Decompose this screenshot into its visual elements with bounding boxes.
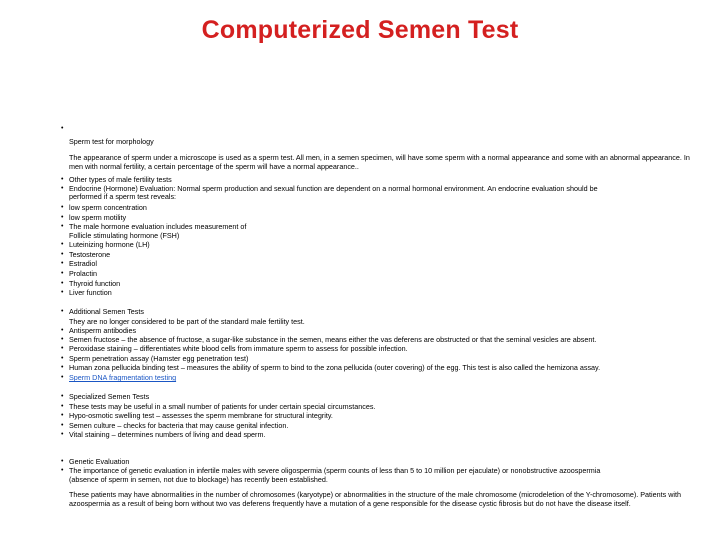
bullet: • (61, 467, 64, 474)
bullet: • (61, 458, 64, 465)
bullet: • (61, 260, 64, 267)
bullet: • (61, 336, 64, 343)
bullet: • (61, 204, 64, 211)
list-item: Testosterone (69, 250, 111, 259)
other-tests-heading: Other types of male fertility tests (69, 175, 172, 184)
morphology-heading: Sperm test for morphology (69, 137, 154, 146)
bullet: • (61, 214, 64, 221)
bullet: • (61, 270, 64, 277)
list-item: Thyroid function (69, 279, 121, 288)
list-item: Semen culture – checks for bacteria that may cause genital infection. (69, 421, 289, 430)
bullet: • (61, 241, 64, 248)
list-item: Peroxidase staining – differentiates white blood cells from immature sperm to assess for possible infection. (69, 344, 408, 353)
list-item: Liver function (69, 288, 112, 297)
sperm-dna-fragmentation-link[interactable]: Sperm DNA fragmentation testing (69, 373, 177, 382)
bullet: • (61, 393, 64, 400)
genetic-evaluation-line-cont: (absence of sperm in semen, not due to blockage) has recently been established. (69, 475, 328, 484)
list-item: Hypo-osmotic swelling test – assesses the sperm membrane for structural integrity. (69, 411, 333, 420)
bullet: • (61, 308, 64, 315)
additional-tests-note: They are no longer considered to be part of the standard male fertility test. (69, 317, 305, 326)
endocrine-evaluation-line: Endocrine (Hormone) Evaluation: Normal sperm production and sexual function are dependent on a normal hormonal environment. An endocrine evaluation should be (69, 184, 598, 193)
bullet: • (61, 374, 64, 381)
bullet: • (61, 422, 64, 429)
specialized-tests-note: These tests may be useful in a small number of patients for under certain special circumstances. (69, 402, 376, 411)
bullet: • (61, 223, 64, 230)
list-item: Prolactin (69, 269, 97, 278)
genetic-evaluation-heading: Genetic Evaluation (69, 457, 130, 466)
list-item: Estradiol (69, 259, 97, 268)
bullet: • (61, 251, 64, 258)
list-item: The male hormone evaluation includes measurement of (69, 222, 247, 231)
bullet: • (61, 289, 64, 296)
bullet: • (61, 364, 64, 371)
list-item: Luteinizing hormone (LH) (69, 240, 150, 249)
list-item-cont: Follicle stimulating hormone (FSH) (69, 231, 180, 240)
bullet: • (61, 412, 64, 419)
bullet: • (61, 355, 64, 362)
genetic-evaluation-paragraph: These patients may have abnormalities in the number of chromosomes (karyotype) or abnormalities in the structure of the male chromosome (microdeletion of the Y-chromosome). Patients with azoospermia as a result of being born without two vas deferens frequently have a mutation of a gene responsible for the disease cystic fibrosis but do not have the disease itself. (69, 490, 682, 509)
morphology-paragraph: The appearance of sperm under a microscope is used as a sperm test. All men, in a semen specimen, will have some sperm with a normal appearance and some with an abnormal appearance. In men with normal fertility, a certain percentage of the sperm will have a normal appearance.. (69, 153, 690, 172)
additional-tests-heading: Additional Semen Tests (69, 307, 144, 316)
bullet: • (61, 125, 64, 132)
bullet: • (61, 327, 64, 334)
list-item: Sperm penetration assay (Hamster egg penetration test) (69, 354, 249, 363)
bullet: • (61, 431, 64, 438)
list-item: Antisperm antibodies (69, 326, 137, 335)
genetic-evaluation-line: The importance of genetic evaluation in infertile males with severe oligospermia (sperm counts of less than 5 to 10 million per ejaculate) or nonobstructive azoospermia (69, 466, 601, 475)
bullet: • (61, 280, 64, 287)
list-item: Human zona pellucida binding test – measures the ability of sperm to bind to the zona pellucida (outer covering) of the egg. This test is also called the hemizona assay. (69, 363, 601, 372)
list-item: low sperm concentration (69, 203, 147, 212)
list-item: Semen fructose – the absence of fructose, a sugar-like substance in the semen, means either the vas deferens are obstructed or that the seminal vesicles are absent. (69, 335, 597, 344)
page-title: Computerized Semen Test (201, 16, 519, 44)
list-item: low sperm motility (69, 213, 127, 222)
bullet: • (61, 185, 64, 192)
bullet: • (61, 403, 64, 410)
bullet: • (61, 345, 64, 352)
endocrine-evaluation-line-cont: performed if a sperm test reveals: (69, 192, 177, 201)
bullet: • (61, 176, 64, 183)
specialized-tests-heading: Specialized Semen Tests (69, 392, 150, 401)
list-item: Vital staining – determines numbers of living and dead sperm. (69, 430, 266, 439)
